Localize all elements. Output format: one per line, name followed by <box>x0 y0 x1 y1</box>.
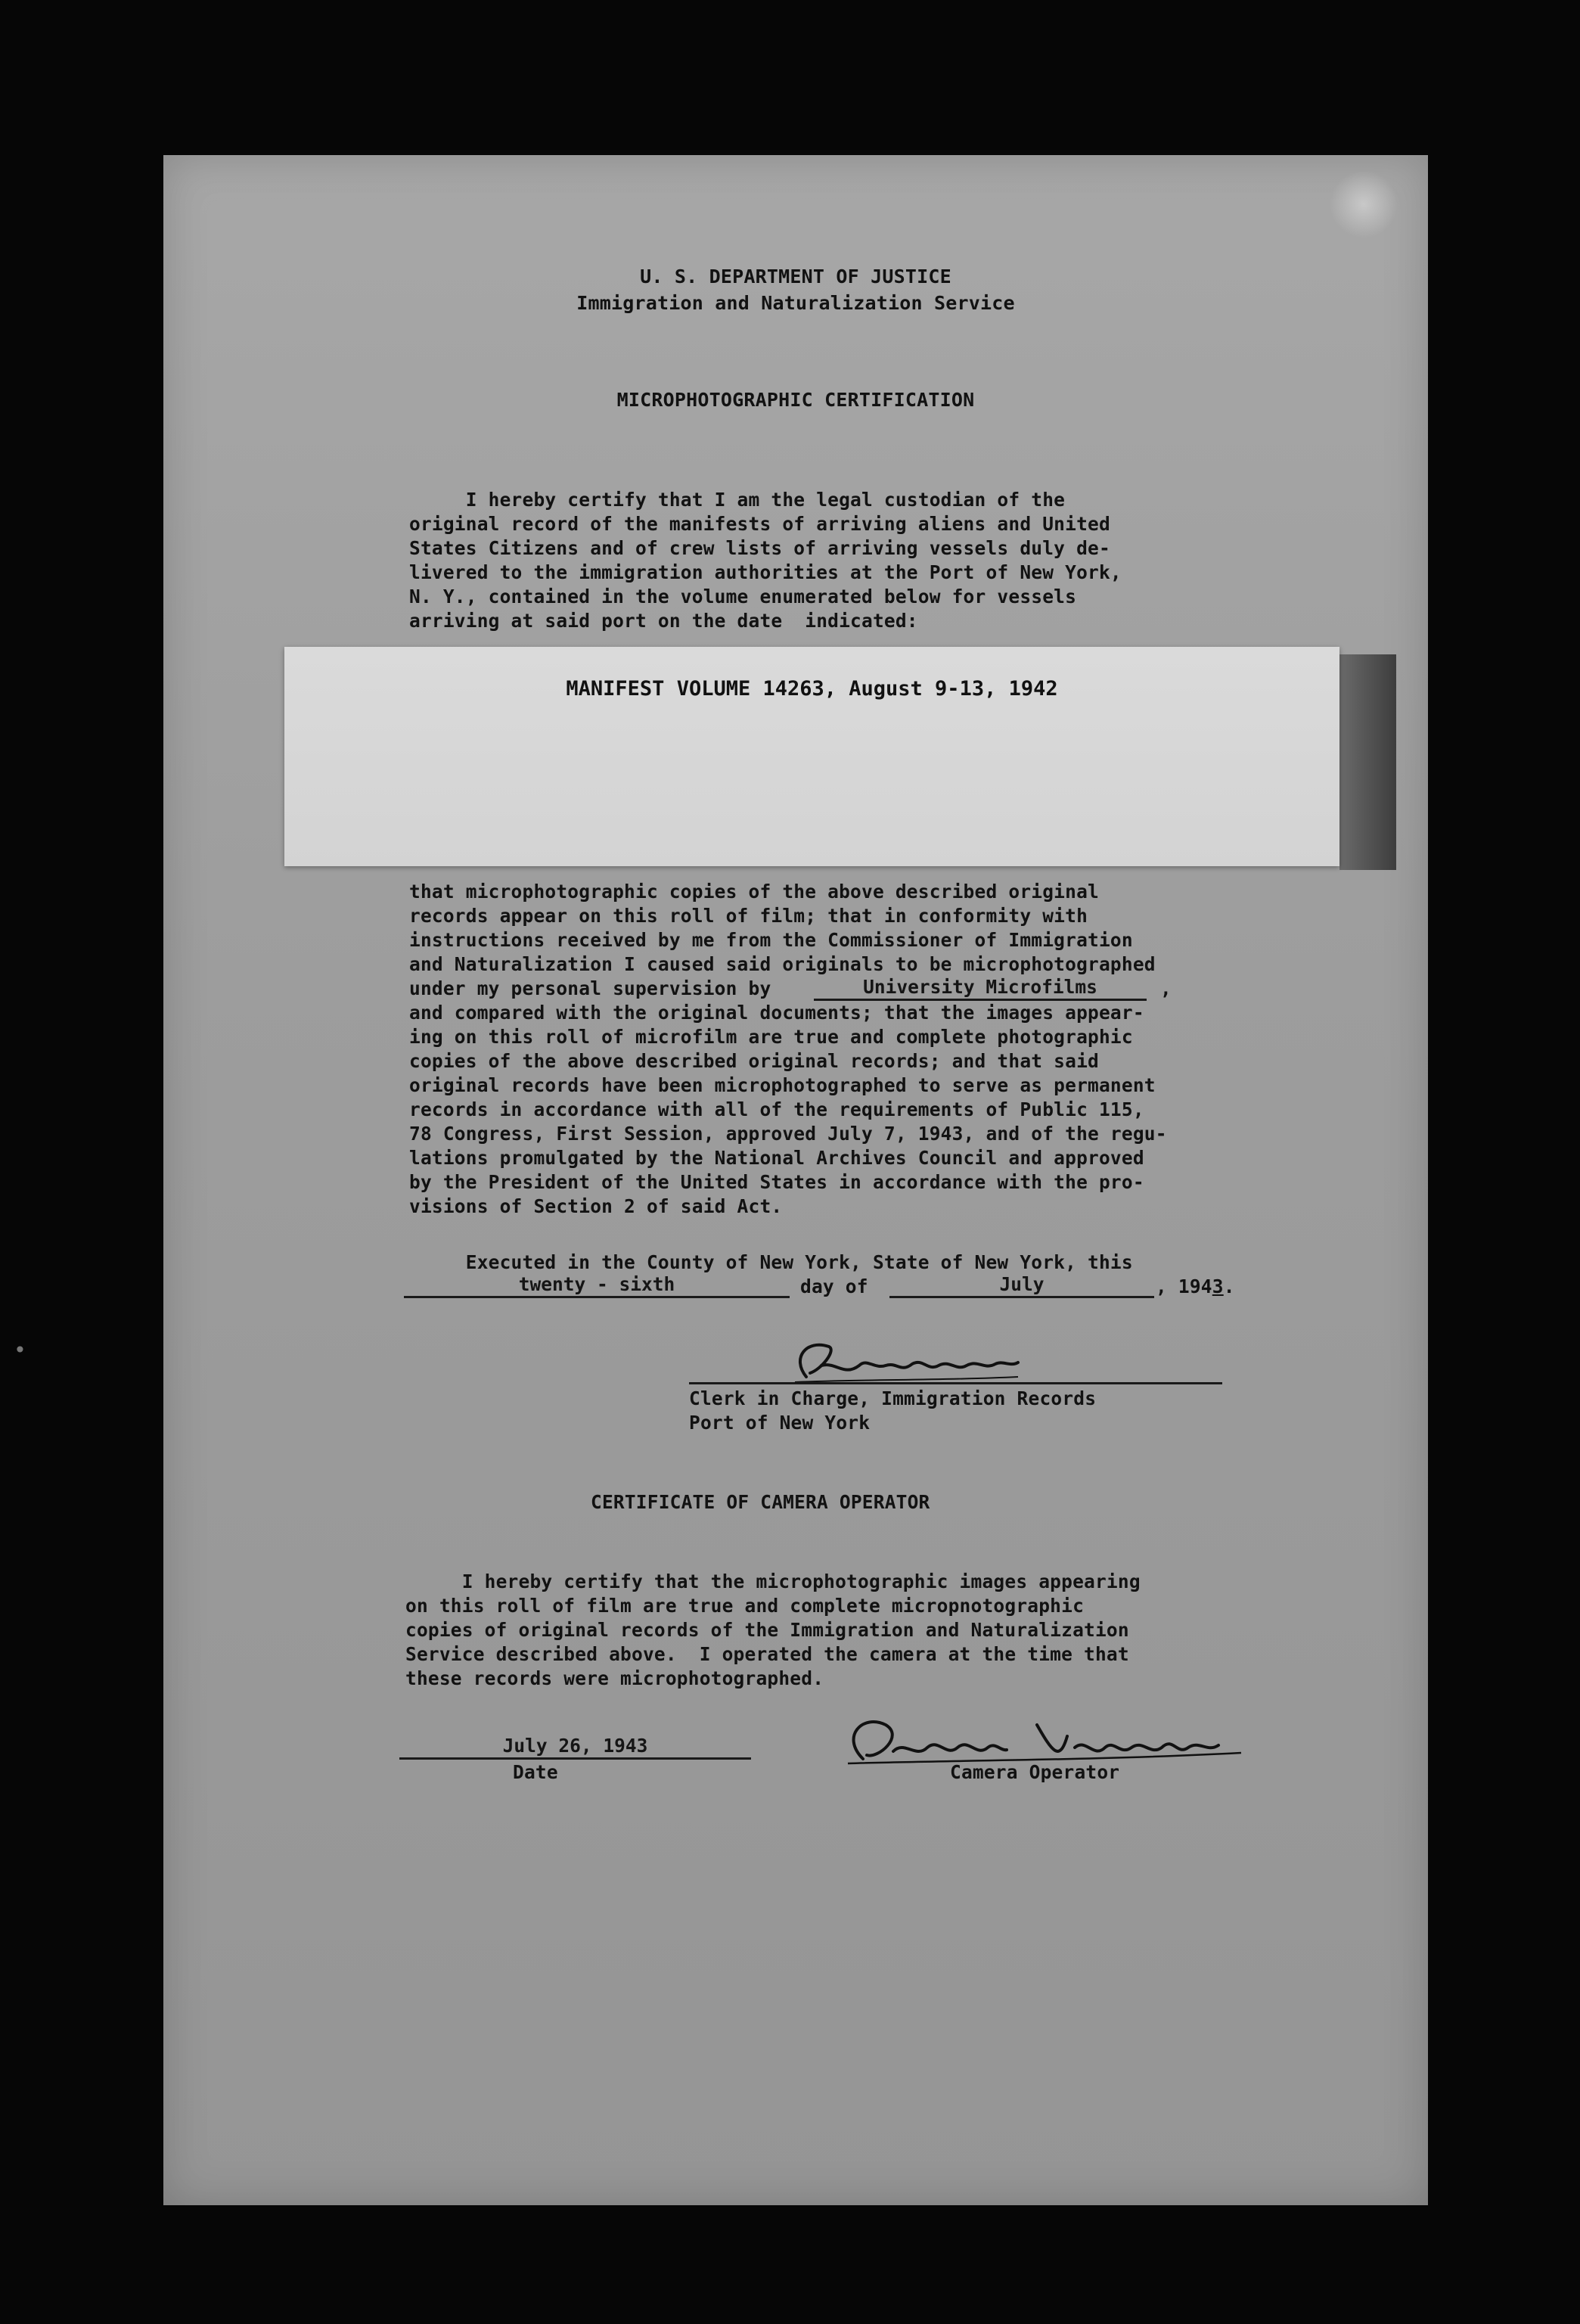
camera-line: on this roll of film are true and complete micropnotographic <box>405 1595 1085 1617</box>
manifest-volume-label: MANIFEST VOLUME 14263, August 9-13, 1942 <box>566 677 1058 701</box>
body-line: under my personal supervision by <box>409 977 771 999</box>
body-line: lations promulgated by the National Archives Council and approved <box>409 1147 1144 1169</box>
body-line: by the President of the United States in accordance with the pro- <box>409 1171 1144 1193</box>
body-line: original records have been microphotographed to serve as permanent <box>409 1074 1156 1096</box>
execution-day-of: day of <box>800 1275 868 1297</box>
body-line: instructions received by me from the Commissioner of Immigration <box>409 929 1133 951</box>
body-line: and Naturalization I caused said originals to be microphotographed <box>409 953 1156 975</box>
body-line: ing on this roll of microfilm are true and complete photographic <box>409 1026 1133 1048</box>
service-heading: Immigration and Naturalization Service <box>576 292 1015 314</box>
body-line: 78 Congress, First Session, approved July 7, 1943, and of the regu- <box>409 1123 1167 1145</box>
supervisor-suffix: , <box>1160 977 1172 999</box>
body-line: records in accordance with all of the requirements of Public 115, <box>409 1098 1144 1120</box>
clerk-title-line2: Port of New York <box>689 1412 871 1434</box>
intro-line: N. Y., contained in the volume enumerated below for vessels <box>409 586 1077 607</box>
camera-line: Service described above. I operated the camera at the time that <box>405 1643 1129 1665</box>
execution-year-prefix: , 194 <box>1156 1275 1212 1297</box>
paste-slip-shadow <box>1339 654 1396 870</box>
camera-date-field: July 26, 1943 <box>399 1735 751 1760</box>
execution-month-field: July <box>889 1273 1154 1298</box>
body-line: records appear on this roll of film; that in conformity with <box>409 905 1088 927</box>
film-speck: • <box>14 1338 26 1362</box>
execution-year-digit: 3 <box>1212 1275 1224 1297</box>
body-line: and compared with the original documents; that the images appear- <box>409 1002 1144 1024</box>
body-line: copies of the above described original records; and that said <box>409 1050 1099 1072</box>
department-heading: U. S. DEPARTMENT OF JUSTICE <box>640 266 951 287</box>
execution-line: Executed in the County of New York, State of New York, this <box>409 1251 1133 1273</box>
body-line: that microphotographic copies of the above described original <box>409 881 1099 903</box>
intro-line: arriving at said port on the date indicated: <box>409 610 918 632</box>
execution-year <box>1156 1275 1235 1300</box>
camera-date-label: Date <box>513 1761 558 1783</box>
clerk-title-line1: Clerk in Charge, Immigration Records <box>689 1387 1097 1409</box>
clerk-signature-line <box>689 1382 1222 1384</box>
camera-line: copies of original records of the Immigration and Naturalization <box>405 1619 1129 1641</box>
intro-line: I hereby certify that I am the legal custodian of the <box>409 489 1066 511</box>
supervisor-field: University Microfilms <box>814 976 1147 1001</box>
certification-title: MICROPHOTOGRAPHIC CERTIFICATION <box>616 389 975 411</box>
document-page <box>163 155 1428 2205</box>
camera-line: these records were microphotographed. <box>405 1667 824 1689</box>
execution-year-suffix: . <box>1223 1275 1235 1297</box>
intro-line: livered to the immigration authorities at the Port of New York, <box>409 561 1122 583</box>
camera-line: I hereby certify that the microphotographic images appearing <box>405 1571 1141 1592</box>
execution-day-field: twenty - sixth <box>404 1273 790 1298</box>
body-line: visions of Section 2 of said Act. <box>409 1195 783 1217</box>
intro-line: original record of the manifests of arriving aliens and United <box>409 513 1110 535</box>
camera-section-title: CERTIFICATE OF CAMERA OPERATOR <box>591 1491 930 1513</box>
camera-operator-label: Camera Operator <box>950 1761 1120 1783</box>
manifest-slip <box>284 647 1339 866</box>
intro-line: States Citizens and of crew lists of arriving vessels duly de- <box>409 537 1110 559</box>
